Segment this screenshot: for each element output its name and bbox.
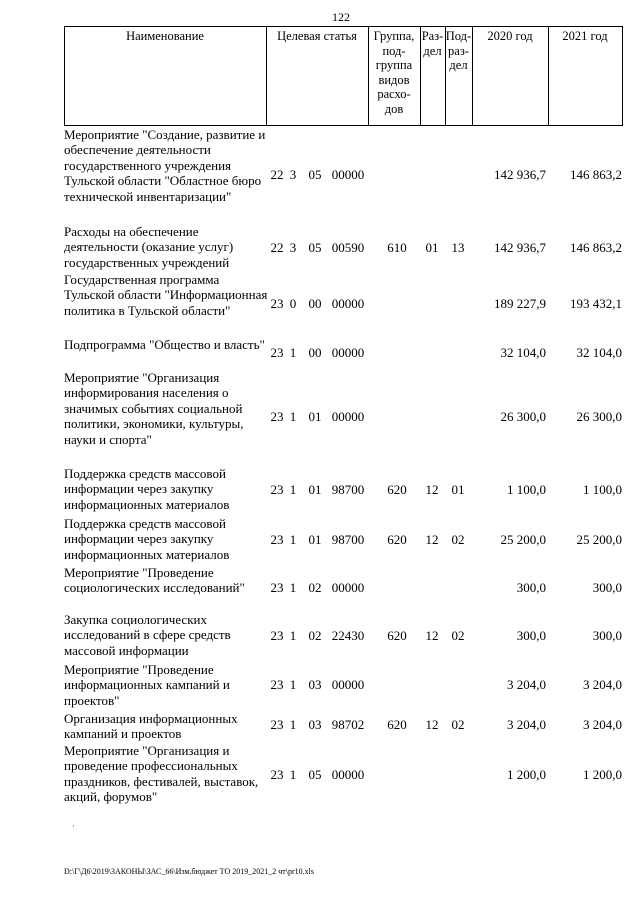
row-target-code-4: 98700 bbox=[331, 482, 365, 497]
table-row bbox=[64, 337, 624, 368]
row-target-code-3: 05 bbox=[308, 240, 322, 255]
row-target-code-4: 22430 bbox=[331, 628, 365, 643]
header-year-2020: 2020 год bbox=[487, 29, 533, 43]
row-target-code-2: 3 bbox=[289, 167, 297, 182]
row-target-code-4: 98702 bbox=[331, 717, 365, 732]
table-row bbox=[64, 370, 624, 450]
header-divider bbox=[622, 26, 623, 126]
row-name: Поддержка средств массовой информации через закупку информационных материалов bbox=[64, 466, 230, 512]
row-subsection: 02 bbox=[451, 717, 465, 732]
row-target-code-1: 23 bbox=[270, 345, 284, 360]
row-name: Государственная программа Тульской области "Информационная политика в Тульской области" bbox=[64, 272, 268, 318]
table-row bbox=[64, 565, 624, 599]
row-target-code-1: 23 bbox=[270, 628, 284, 643]
header-subsection: Под- раз- дел bbox=[445, 29, 472, 72]
row-target-code-3: 02 bbox=[308, 628, 322, 643]
row-amount-2021: 3 204,0 bbox=[583, 677, 622, 692]
row-amount-2021: 300,0 bbox=[592, 580, 622, 595]
row-target-code-2: 1 bbox=[289, 345, 297, 360]
row-amount-2021: 32 104,0 bbox=[576, 345, 622, 360]
row-amount-2020: 26 300,0 bbox=[500, 409, 546, 424]
row-target-code-1: 23 bbox=[270, 296, 284, 311]
table-row bbox=[64, 612, 624, 660]
row-target-code-2: 3 bbox=[289, 240, 297, 255]
row-name: Расходы на обеспечение деятельности (оказание услуг) государственных учреждений bbox=[64, 224, 234, 270]
row-amount-2021: 193 432,1 bbox=[570, 296, 622, 311]
row-amount-2020: 189 227,9 bbox=[494, 296, 546, 311]
table-row bbox=[64, 711, 624, 743]
header-target-article: Целевая статья bbox=[277, 29, 357, 43]
row-target-code-3: 01 bbox=[308, 482, 322, 497]
row-target-code-3: 00 bbox=[308, 296, 322, 311]
row-amount-2020: 3 204,0 bbox=[507, 717, 546, 732]
row-name: Организация информационных кампаний и проектов bbox=[64, 711, 238, 742]
row-amount-2020: 32 104,0 bbox=[500, 345, 546, 360]
table-row bbox=[64, 743, 624, 809]
row-expense-group: 610 bbox=[387, 240, 407, 255]
row-amount-2021: 1 100,0 bbox=[583, 482, 622, 497]
row-target-code-1: 22 bbox=[270, 167, 284, 182]
row-amount-2020: 3 204,0 bbox=[507, 677, 546, 692]
row-amount-2020: 1 200,0 bbox=[507, 767, 546, 782]
row-amount-2020: 142 936,7 bbox=[494, 240, 546, 255]
row-amount-2021: 300,0 bbox=[592, 628, 622, 643]
row-amount-2021: 3 204,0 bbox=[583, 717, 622, 732]
row-target-code-1: 22 bbox=[270, 240, 284, 255]
row-subsection: 13 bbox=[451, 240, 465, 255]
row-target-code-3: 03 bbox=[308, 717, 322, 732]
row-name: Мероприятие "Проведение социологических исследований" bbox=[64, 565, 245, 596]
row-name: Подпрограмма "Общество и власть" bbox=[64, 337, 265, 352]
row-target-code-3: 01 bbox=[308, 532, 322, 547]
file-path-footer: D:\Г\Д6\2019\ЗАКОНЫ\ЗАС_66\Изм.бюджет ТО 2019_2021_2 чт\pr10.xls bbox=[64, 867, 314, 876]
row-target-code-4: 98700 bbox=[331, 532, 365, 547]
row-expense-group: 620 bbox=[387, 628, 407, 643]
row-target-code-2: 1 bbox=[289, 717, 297, 732]
row-target-code-4: 00000 bbox=[331, 580, 365, 595]
header-year-2021: 2021 год bbox=[562, 29, 608, 43]
row-name: Мероприятие "Создание, развитие и обеспечение деятельности государственного учреждения Тульской области "Областное бюро технической инвентаризации" bbox=[64, 127, 266, 204]
row-target-code-4: 00000 bbox=[331, 677, 365, 692]
row-expense-group: 620 bbox=[387, 482, 407, 497]
row-subsection: 02 bbox=[451, 628, 465, 643]
row-section: 12 bbox=[425, 717, 439, 732]
row-name: Мероприятие "Проведение информационных кампаний и проектов" bbox=[64, 662, 230, 708]
table-row bbox=[64, 516, 624, 564]
row-target-code-1: 23 bbox=[270, 717, 284, 732]
header-bottom-border bbox=[64, 125, 623, 126]
row-target-code-1: 23 bbox=[270, 580, 284, 595]
table-header bbox=[64, 26, 623, 126]
row-name: Поддержка средств массовой информации через закупку информационных материалов bbox=[64, 516, 230, 562]
header-expense-group: Группа, под- группа видов расхо- дов bbox=[373, 29, 415, 116]
header-section: Раз- дел bbox=[421, 29, 444, 58]
row-target-code-4: 00590 bbox=[331, 240, 365, 255]
row-subsection: 01 bbox=[451, 482, 465, 497]
row-target-code-4: 00000 bbox=[331, 345, 365, 360]
row-amount-2021: 25 200,0 bbox=[576, 532, 622, 547]
row-amount-2021: 1 200,0 bbox=[583, 767, 622, 782]
row-amount-2020: 25 200,0 bbox=[500, 532, 546, 547]
row-amount-2020: 300,0 bbox=[516, 580, 546, 595]
row-target-code-2: 1 bbox=[289, 767, 297, 782]
row-target-code-4: 00000 bbox=[331, 167, 365, 182]
table-row bbox=[64, 466, 624, 514]
row-target-code-2: 1 bbox=[289, 532, 297, 547]
row-target-code-1: 23 bbox=[270, 677, 284, 692]
header-top-border bbox=[64, 26, 623, 27]
stray-mark: · bbox=[72, 822, 75, 831]
row-section: 12 bbox=[425, 482, 439, 497]
row-target-code-4: 00000 bbox=[331, 409, 365, 424]
row-target-code-1: 23 bbox=[270, 767, 284, 782]
row-amount-2020: 300,0 bbox=[516, 628, 546, 643]
row-amount-2021: 26 300,0 bbox=[576, 409, 622, 424]
row-amount-2020: 142 936,7 bbox=[494, 167, 546, 182]
row-target-code-1: 23 bbox=[270, 482, 284, 497]
row-target-code-2: 1 bbox=[289, 628, 297, 643]
row-target-code-2: 1 bbox=[289, 409, 297, 424]
row-name: Закупка социологических исследований в сфере средств массовой информации bbox=[64, 612, 231, 658]
row-target-code-2: 1 bbox=[289, 482, 297, 497]
row-target-code-3: 05 bbox=[308, 167, 322, 182]
row-target-code-3: 00 bbox=[308, 345, 322, 360]
row-section: 12 bbox=[425, 532, 439, 547]
row-target-code-4: 00000 bbox=[331, 767, 365, 782]
header-name: Наименование bbox=[126, 29, 204, 43]
table-row bbox=[64, 224, 624, 270]
table-row bbox=[64, 127, 624, 219]
table-row bbox=[64, 272, 624, 334]
row-subsection: 02 bbox=[451, 532, 465, 547]
row-target-code-2: 1 bbox=[289, 677, 297, 692]
row-target-code-2: 0 bbox=[289, 296, 297, 311]
row-amount-2021: 146 863,2 bbox=[570, 240, 622, 255]
row-target-code-3: 05 bbox=[308, 767, 322, 782]
row-target-code-2: 1 bbox=[289, 580, 297, 595]
row-target-code-1: 23 bbox=[270, 532, 284, 547]
row-name: Мероприятие "Организация и проведение профессиональных праздников, фестивалей, выставок, акций, форумов" bbox=[64, 743, 259, 805]
row-target-code-3: 03 bbox=[308, 677, 322, 692]
row-section: 12 bbox=[425, 628, 439, 643]
row-section: 01 bbox=[425, 240, 439, 255]
table-row bbox=[64, 662, 624, 710]
row-name: Мероприятие "Организация информирования населения о значимых событиях социальной политики, экономики, культуры, науки и спорта" bbox=[64, 370, 244, 447]
row-amount-2020: 1 100,0 bbox=[507, 482, 546, 497]
row-target-code-3: 02 bbox=[308, 580, 322, 595]
row-target-code-3: 01 bbox=[308, 409, 322, 424]
row-amount-2021: 146 863,2 bbox=[570, 167, 622, 182]
page-number: 122 bbox=[332, 10, 350, 24]
row-target-code-1: 23 bbox=[270, 409, 284, 424]
row-expense-group: 620 bbox=[387, 532, 407, 547]
row-expense-group: 620 bbox=[387, 717, 407, 732]
row-target-code-4: 00000 bbox=[331, 296, 365, 311]
